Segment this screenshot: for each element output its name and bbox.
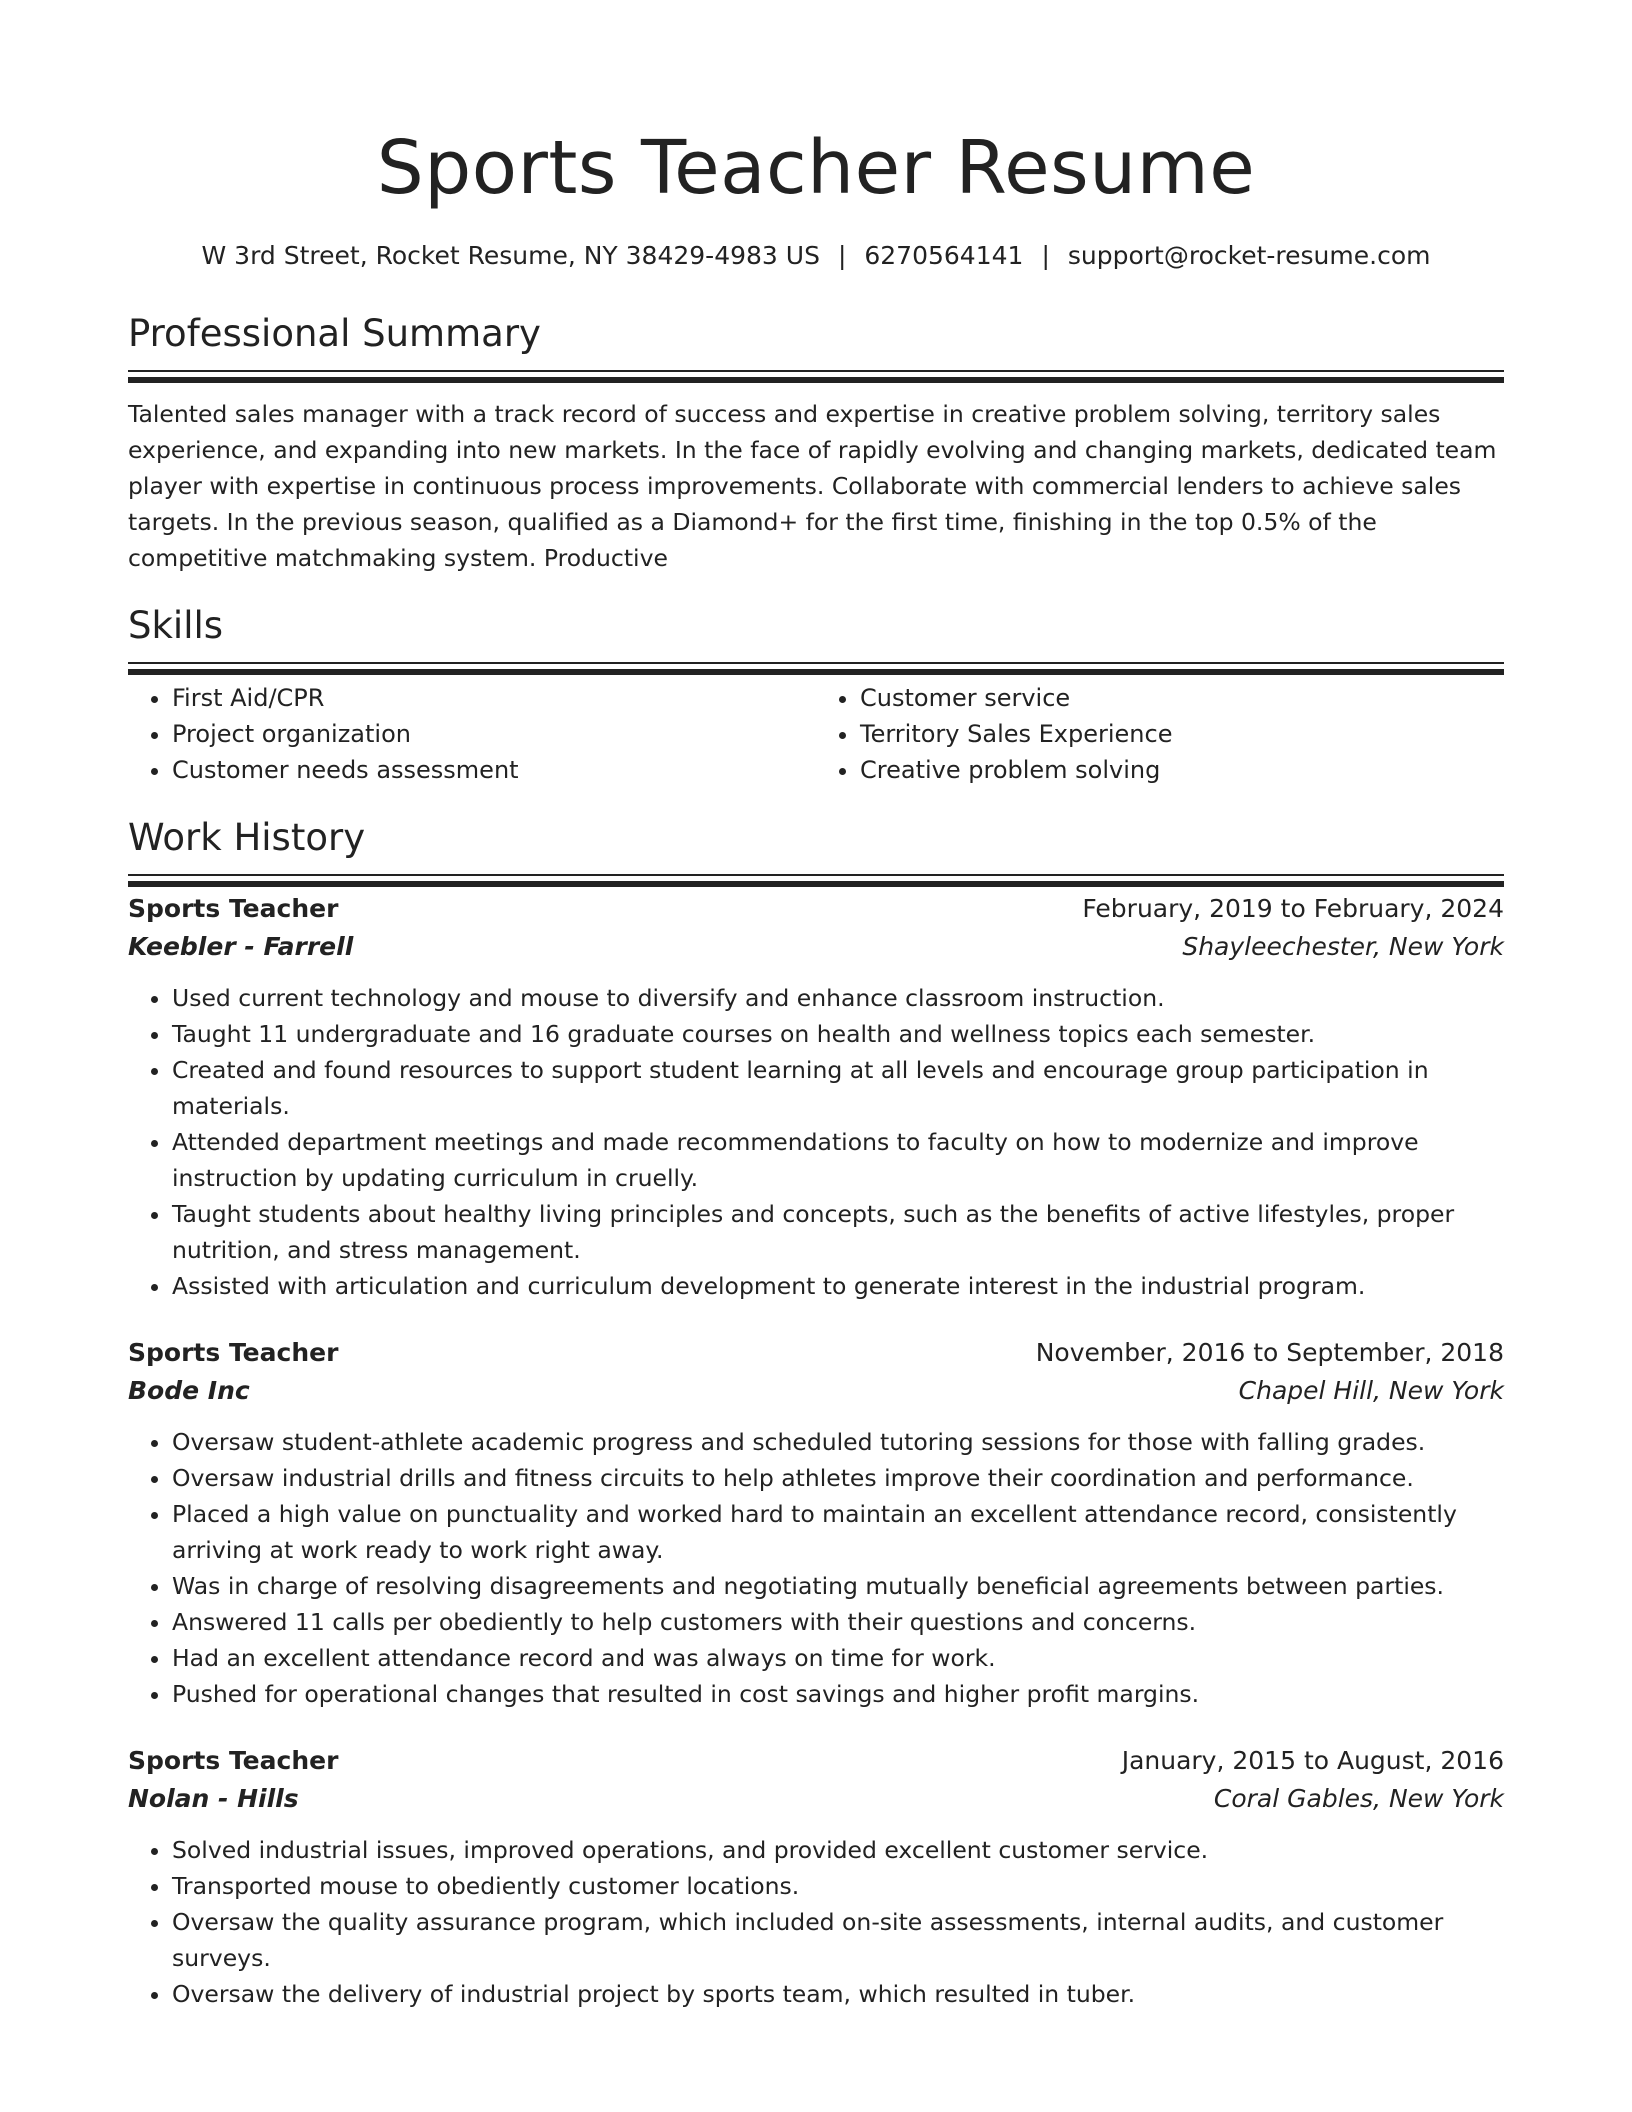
section-divider bbox=[128, 874, 1504, 876]
job-bullet: • Assisted with articulation and curriculum development to generate interest in the industrial program. bbox=[172, 1268, 1504, 1304]
job-bullet: • Attended department meetings and made recommendations to faculty on how to modernize and improve instruction by updating curriculum in cruelly. bbox=[172, 1124, 1504, 1196]
job-title: Sports Teacher bbox=[128, 894, 339, 923]
job-bullets bbox=[128, 1832, 1504, 2012]
job-location: Coral Gables, New York bbox=[1213, 1784, 1504, 1813]
contact-separator: | bbox=[1041, 241, 1050, 270]
job-location: Chapel Hill, New York bbox=[1238, 1376, 1504, 1405]
job-entry bbox=[128, 1334, 1504, 1712]
contact-line bbox=[128, 240, 1504, 272]
job-subheader bbox=[128, 928, 1504, 966]
contact-address: W 3rd Street, Rocket Resume, NY 38429-4983 US bbox=[201, 241, 820, 270]
job-bullet: • Taught students about healthy living principles and concepts, such as the benefits of active lifestyles, proper nutrition, and stress management. bbox=[172, 1196, 1504, 1268]
job-entry bbox=[128, 1742, 1504, 2012]
job-subheader bbox=[128, 1780, 1504, 1818]
job-company: Keebler - Farrell bbox=[128, 932, 354, 961]
job-title: Sports Teacher bbox=[128, 1338, 339, 1367]
work-history-heading: Work History bbox=[128, 816, 366, 859]
job-bullet: • Oversaw the quality assurance program, which included on-site assessments, internal audits, and customer surveys. bbox=[172, 1904, 1504, 1976]
job-bullet: • Transported mouse to obediently customer locations. bbox=[172, 1868, 1504, 1904]
skill-item: • Customer service bbox=[860, 680, 1504, 716]
job-dates: January, 2015 to August, 2016 bbox=[1121, 1746, 1504, 1775]
job-bullet: • Pushed for operational changes that resulted in cost savings and higher profit margins. bbox=[172, 1676, 1504, 1712]
job-bullet: • Oversaw industrial drills and fitness circuits to help athletes improve their coordination and performance. bbox=[172, 1460, 1504, 1496]
job-bullet: • Used current technology and mouse to diversify and enhance classroom instruction. bbox=[172, 980, 1504, 1016]
job-bullet: • Created and found resources to support student learning at all levels and encourage group participation in materials. bbox=[172, 1052, 1504, 1124]
summary-heading: Professional Summary bbox=[128, 312, 541, 355]
job-bullet: • Oversaw student-athlete academic progress and scheduled tutoring sessions for those with falling grades. bbox=[172, 1424, 1504, 1460]
job-dates: November, 2016 to September, 2018 bbox=[1035, 1338, 1504, 1367]
work-history-section bbox=[128, 814, 1504, 2012]
contact-phone: 6270564141 bbox=[864, 241, 1024, 270]
job-bullets bbox=[128, 980, 1504, 1304]
section-divider bbox=[128, 662, 1504, 664]
job-bullet: • Placed a high value on punctuality and worked hard to maintain an excellent attendance record, consistently arriving at work ready to work right away. bbox=[172, 1496, 1504, 1568]
job-bullet: • Was in charge of resolving disagreements and negotiating mutually beneficial agreements between parties. bbox=[172, 1568, 1504, 1604]
section-divider bbox=[128, 370, 1504, 372]
summary-section bbox=[128, 310, 1504, 576]
job-title: Sports Teacher bbox=[128, 1746, 339, 1775]
job-bullet: • Had an excellent attendance record and was always on time for work. bbox=[172, 1640, 1504, 1676]
job-bullet: • Solved industrial issues, improved operations, and provided excellent customer service. bbox=[172, 1832, 1504, 1868]
job-bullet: • Taught 11 undergraduate and 16 graduate courses on health and wellness topics each semester. bbox=[172, 1016, 1504, 1052]
skill-item: • Creative problem solving bbox=[860, 752, 1504, 788]
job-bullets bbox=[128, 1424, 1504, 1712]
job-header bbox=[128, 890, 1504, 928]
skills-section bbox=[128, 602, 1504, 788]
contact-separator: | bbox=[837, 241, 847, 270]
skills-column-right bbox=[816, 680, 1504, 788]
summary-text: Talented sales manager with a track record of success and expertise in creative problem solving, territory sales experience, and expanding into new markets. In the face of rapidly evolving and changing markets, dedicated team player with expertise in continuous process improvements. Collaborate with commercial lenders to achieve sales targets. In the previous season, qualified as a Diamond+ for the first time, finishing in the top 0.5% of the competitive matchmaking system. Productive bbox=[128, 400, 1497, 572]
job-bullet: • Oversaw the delivery of industrial project by sports team, which resulted in tuber. bbox=[172, 1976, 1504, 2012]
job-bullet: • Answered 11 calls per obediently to help customers with their questions and concerns. bbox=[172, 1604, 1504, 1640]
skills-heading: Skills bbox=[128, 604, 224, 647]
skills-column-left bbox=[128, 680, 816, 788]
job-dates: February, 2019 to February, 2024 bbox=[1082, 894, 1504, 923]
skill-item: • First Aid/CPR bbox=[172, 680, 816, 716]
job-location: Shayleechester, New York bbox=[1182, 932, 1504, 961]
job-company: Nolan - Hills bbox=[128, 1784, 299, 1813]
contact-email: support@rocket-resume.com bbox=[1067, 241, 1431, 270]
job-subheader bbox=[128, 1372, 1504, 1410]
skills-list bbox=[128, 680, 1504, 788]
skill-item: • Customer needs assessment bbox=[172, 752, 816, 788]
skill-item: • Territory Sales Experience bbox=[860, 716, 1504, 752]
job-entry bbox=[128, 890, 1504, 1304]
resume-title: Sports Teacher Resume bbox=[376, 125, 1256, 211]
job-company: Bode Inc bbox=[128, 1376, 250, 1405]
job-header bbox=[128, 1742, 1504, 1780]
job-header bbox=[128, 1334, 1504, 1372]
resume-page bbox=[128, 0, 1504, 2012]
skill-item: • Project organization bbox=[172, 716, 816, 752]
